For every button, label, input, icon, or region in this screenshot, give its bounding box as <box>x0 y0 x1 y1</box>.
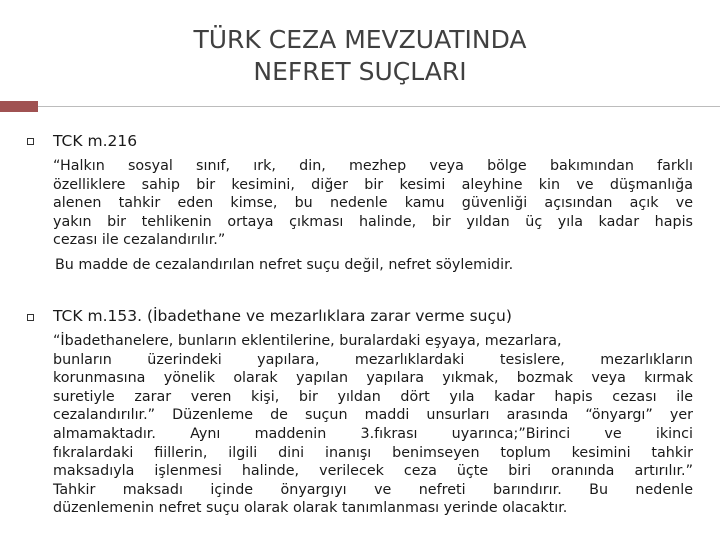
quote-line: “Halkın sosyal sınıf, ırk, din, mezhep veya bölge bakımından farklı <box>53 158 693 174</box>
quote-line: “İbadethanelere, bunların eklentilerine, buralardaki eşyaya, mezarlara, <box>53 333 562 349</box>
quote-line: bunların üzerindeki yapılara, mezarlıklardaki tesislere, mezarlıkların <box>53 351 693 368</box>
slide-title-line-2: NEFRET SUÇLARI <box>253 57 467 86</box>
item-quote <box>53 157 693 250</box>
quote-line: düzenlemenin nefret suçu olarak olarak tanımlanması yerinde olacaktır. <box>53 500 568 517</box>
quote-line: fıkralardaki fiillerin, ilgili dini inanışı benimseyen toplum kesimini tahkir <box>53 444 693 461</box>
quote-line: Tahkir maksadı içinde önyargıyı ve nefreti barındırır. Bu nedenle <box>53 481 693 498</box>
item-note: Bu madde de cezalandırılan nefret suçu değil, nefret söylemidir. <box>55 257 514 273</box>
item-heading: TCK m.216 <box>53 132 138 150</box>
bullet-icon <box>27 138 34 145</box>
quote-line: cezalandırılır.” Düzenleme de suçun maddi unsurları arasında “önyargı” yer <box>53 407 693 424</box>
slide-title <box>0 24 720 88</box>
quote-line: özelliklere sahip bir kesimini, diğer bir kesimi aleyhine kin ve düşmanlığa <box>53 176 693 193</box>
quote-line: maksadıyla işlenmesi halinde, verilecek ceza üçte biri oranında artırılır.” <box>53 463 693 480</box>
item-heading: TCK m.153. (İbadethane ve mezarlıklara zarar verme suçu) <box>53 307 512 325</box>
quote-line: yakın bir tehlikenin ortaya çıkması halinde, bir yıldan üç yıla kadar hapis <box>53 213 693 230</box>
title-divider-line <box>38 106 720 107</box>
bullet-icon <box>27 314 34 321</box>
slide-title-line-1: TÜRK CEZA MEVZUATINDA <box>193 25 527 54</box>
quote-line: alenen tahkir eden kimse, bu nedenle kamu güvenliği açısından açık ve <box>53 195 693 212</box>
title-divider-accent <box>0 101 38 112</box>
quote-line: korunmasına yönelik olarak yapılan yapılara yıkmak, bozmak veya kırmak <box>53 370 693 387</box>
quote-line: suretiyle zarar veren kişi, bir yıldan dört yıla kadar hapis cezası ile <box>53 388 693 405</box>
quote-line: cezası ile cezalandırılır.” <box>53 232 226 249</box>
quote-line: almamaktadır. Aynı maddenin 3.fıkrası uyarınca;”Birinci ve ikinci <box>53 425 693 442</box>
item-quote <box>53 332 693 518</box>
